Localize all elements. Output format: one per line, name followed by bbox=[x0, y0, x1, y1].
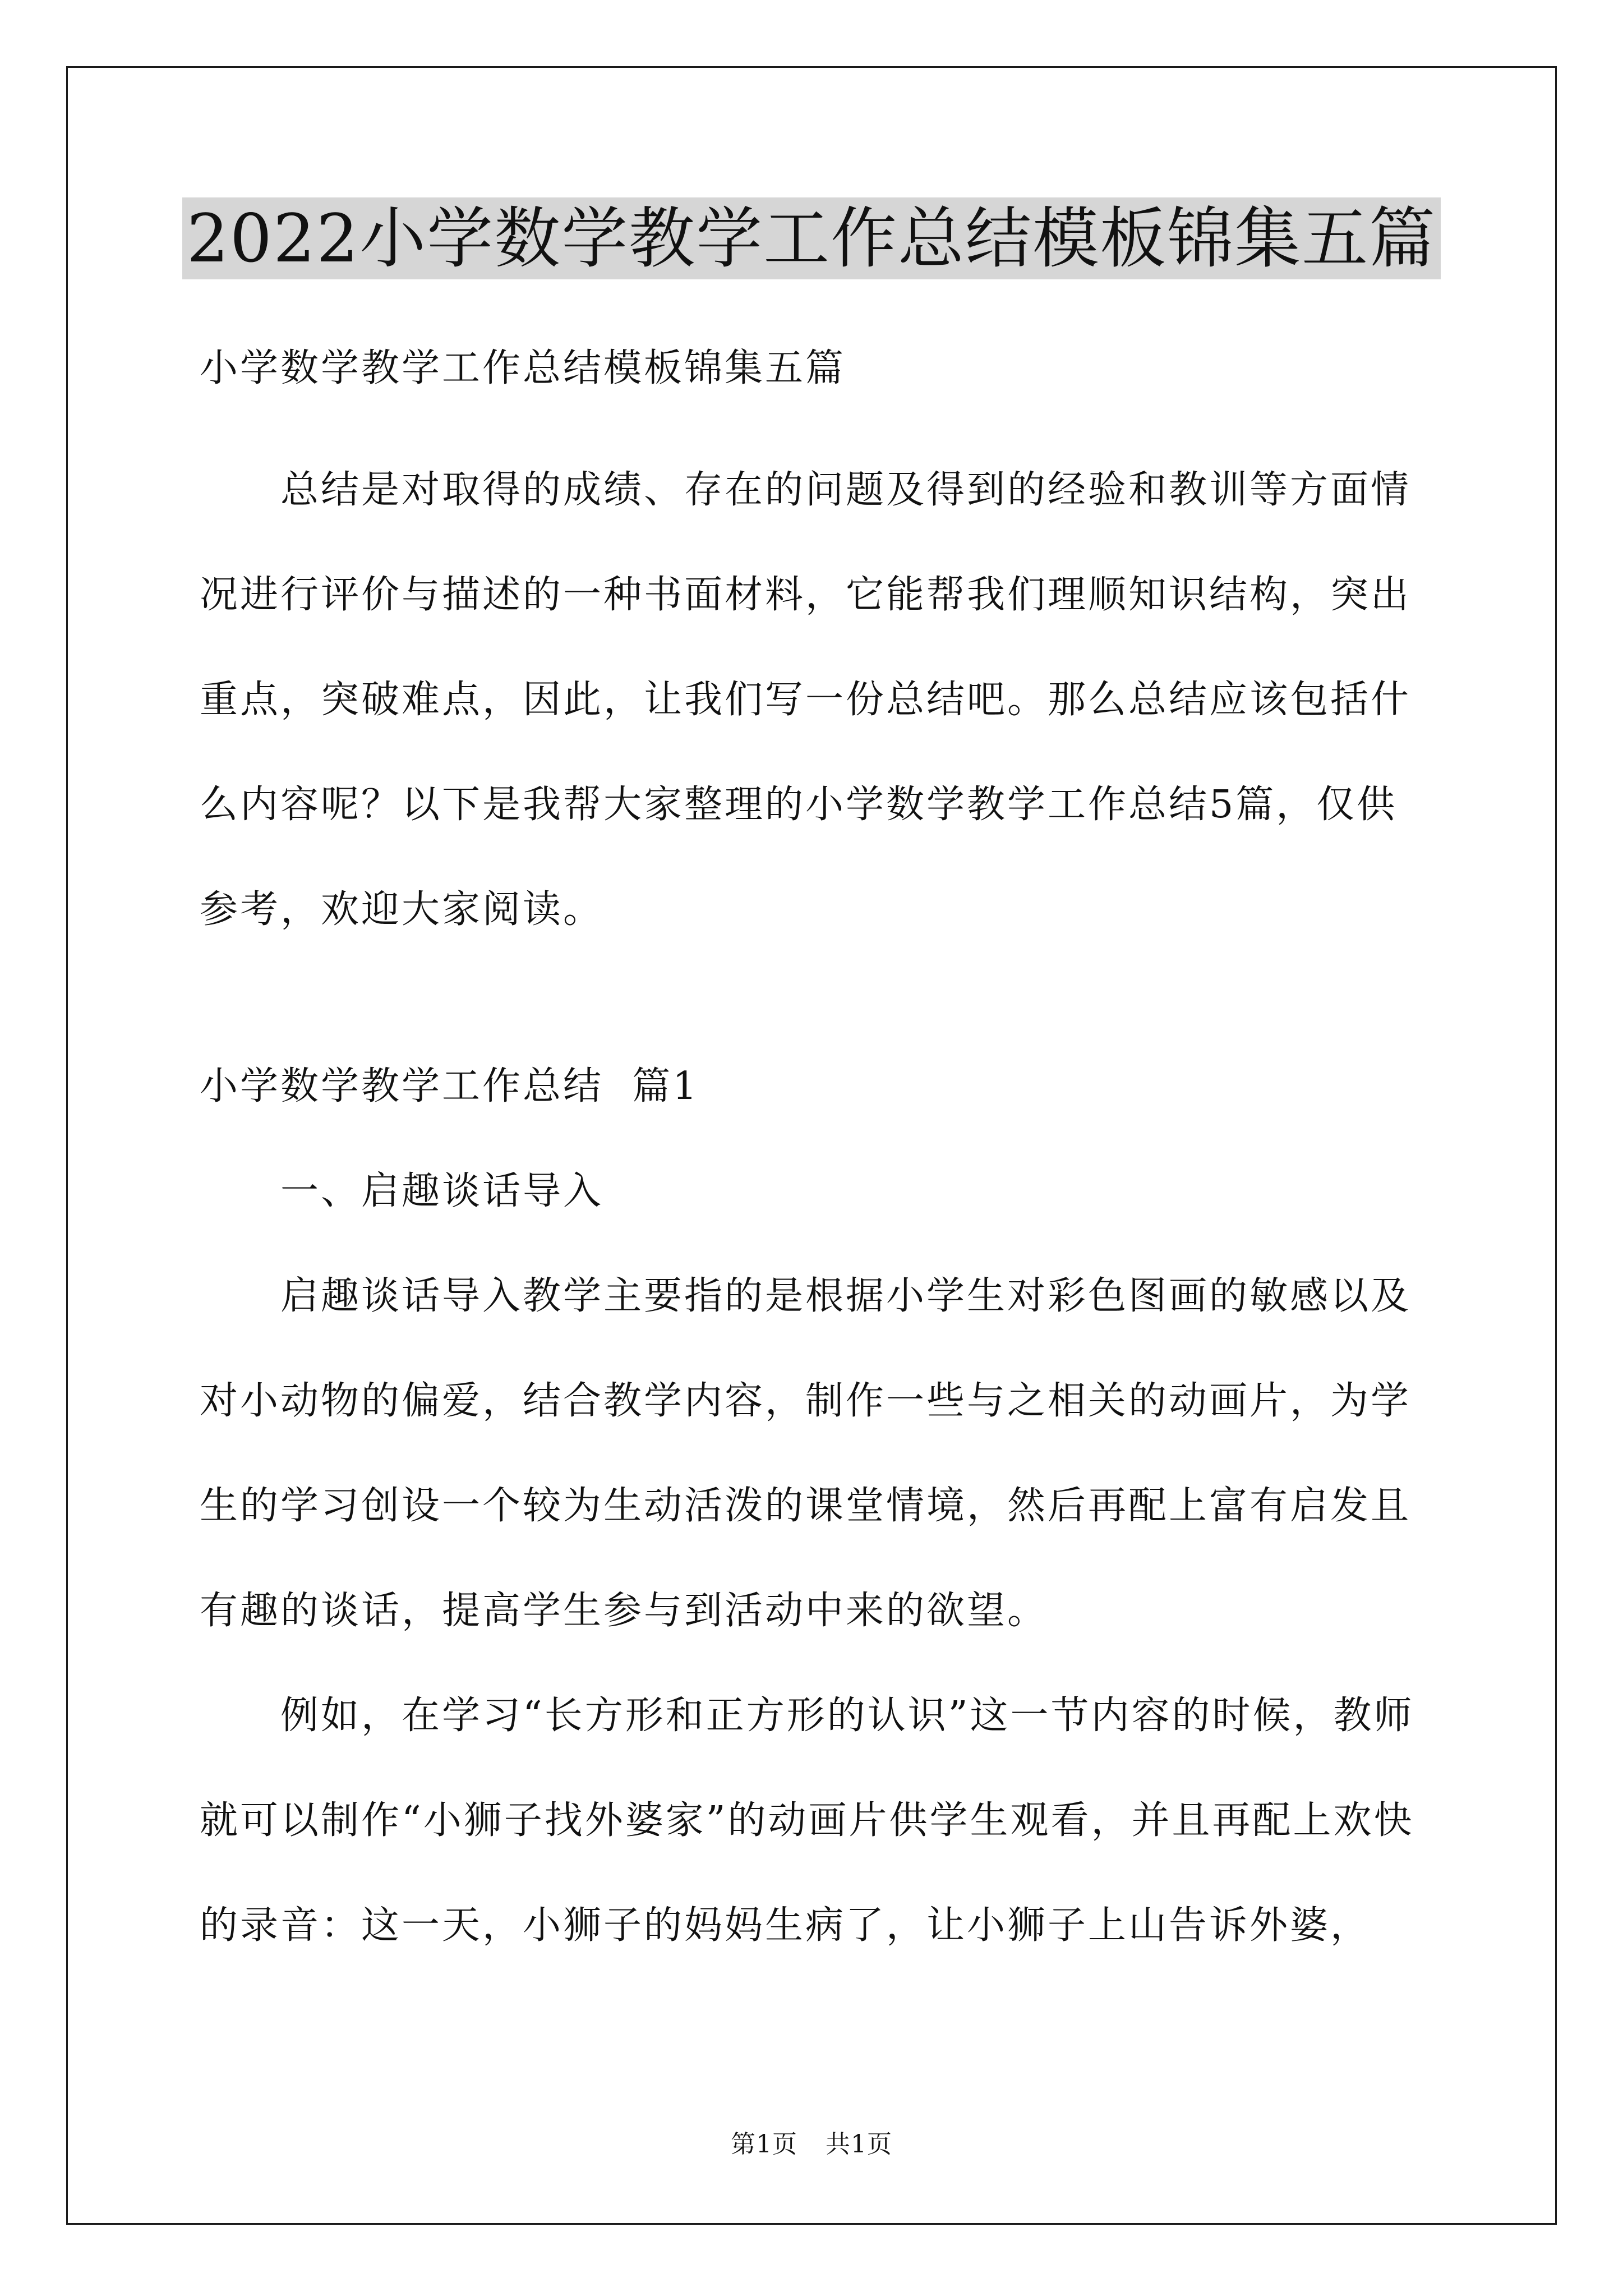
page-number-current: 第1页 bbox=[731, 2130, 797, 2159]
document-subtitle: 小学数学教学工作总结模板锦集五篇 bbox=[200, 346, 846, 390]
document-title-text: 2022小学数学教学工作总结模板锦集五篇 bbox=[182, 197, 1441, 279]
section-heading: 小学数学教学工作总结 篇1 bbox=[200, 1064, 699, 1108]
subheading: 一、启趣谈话导入 bbox=[280, 1169, 604, 1213]
body-paragraph-1: 启趣谈话导入教学主要指的是根据小学生对彩色图画的敏感以及对小动物的偏爱，结合教学内容，制作一些与之相关的动画片，为学生的学习创设一个较为生动活泼的课堂情境，然后再配上富有启发且有趣的谈话，提高学生参与到活动中来的欲望。 bbox=[200, 1274, 1412, 1633]
body-paragraph-2: 例如，在学习“长方形和正方形的认识”这一节内容的时候，教师就可以制作“小狮子找外婆家”的动画片供学生观看，并且再配上欢快的录音：这一天，小狮子的妈妈生病了，让小狮子上山告诉外婆， bbox=[200, 1694, 1414, 1948]
page-footer bbox=[0, 2128, 1623, 2161]
page-number-total: 共1页 bbox=[826, 2130, 892, 2159]
intro-paragraph: 总结是对取得的成绩、存在的问题及得到的经验和教训等方面情况进行评价与描述的一种书面材料，它能帮我们理顺知识结构，突出重点，突破难点，因此，让我们写一份总结吧。那么总结应该包括什么内容呢？以下是我帮大家整理的小学数学教学工作总结5篇，仅供参考，欢迎大家阅读。 bbox=[200, 468, 1412, 932]
document-title bbox=[0, 196, 1623, 280]
